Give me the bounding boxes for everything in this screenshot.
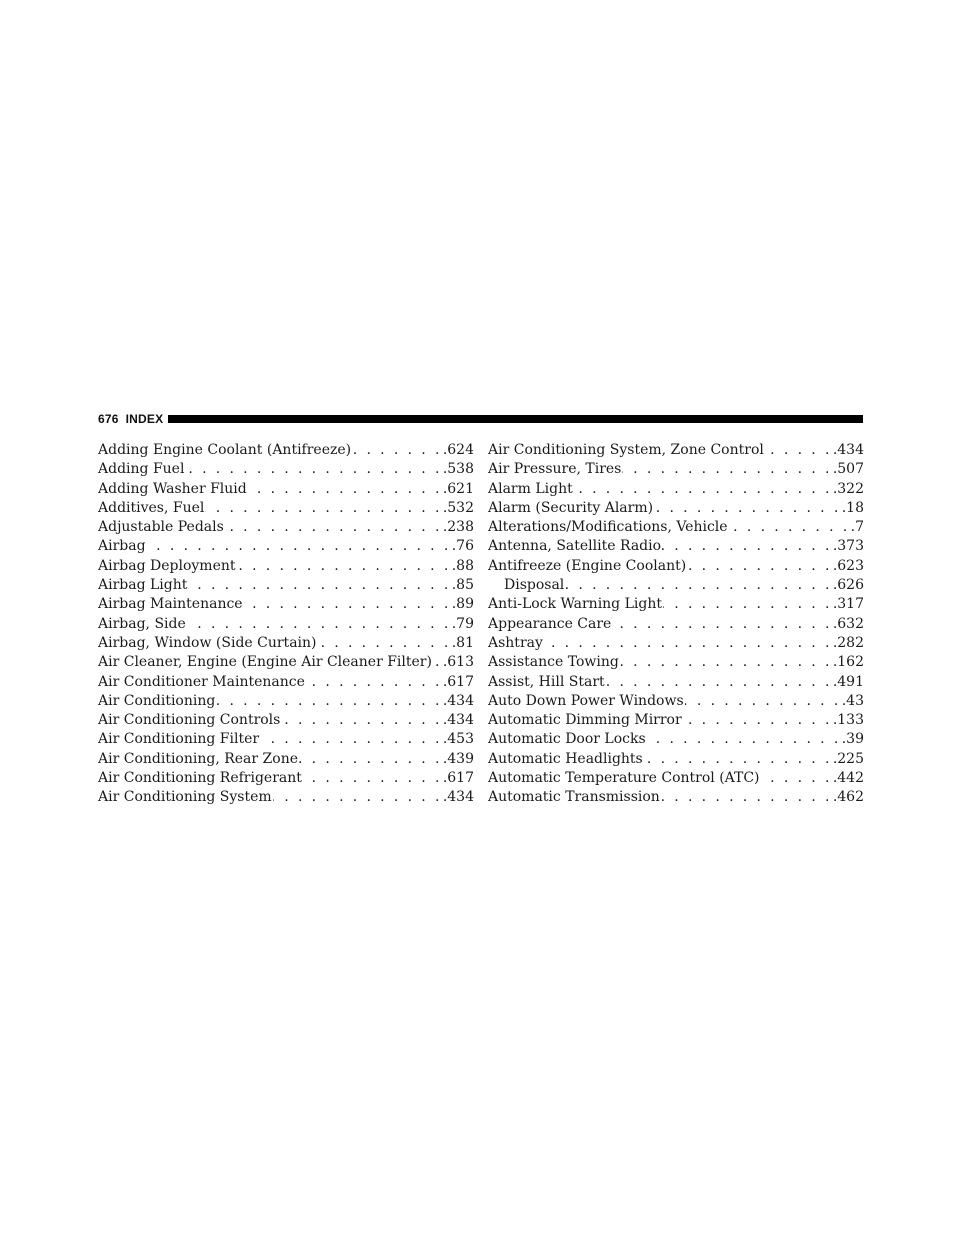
- index-page-number: .373: [832, 538, 864, 555]
- index-term: Air Conditioning Filter: [98, 731, 260, 748]
- index-entry: [488, 537, 864, 556]
- index-term: Alarm (Security Alarm): [488, 499, 654, 516]
- index-page-number: .76: [451, 538, 474, 555]
- index-column-left: [98, 441, 474, 808]
- dot-leader: [765, 441, 832, 460]
- dot-leader: [433, 653, 442, 672]
- dot-leader: [318, 634, 451, 653]
- index-term: Air Conditioning System: [98, 789, 272, 806]
- index-term: Airbag, Window (Side Curtain): [98, 634, 317, 651]
- index-entry: [98, 441, 474, 460]
- index-term: Auto Down Power Windows: [488, 692, 684, 709]
- index-entry: [488, 692, 864, 711]
- index-entry: [98, 557, 474, 576]
- index-page-number: .133: [832, 712, 864, 729]
- index-entry: [98, 730, 474, 749]
- index-entry: [488, 518, 864, 537]
- dot-leader: [260, 730, 442, 749]
- dot-leader: [225, 518, 442, 537]
- index-term: Air Cleaner, Engine (Engine Air Cleaner Filter): [98, 654, 432, 671]
- index-page-number: .434: [442, 789, 474, 806]
- page-number: 676: [98, 412, 119, 426]
- dot-leader: [244, 595, 451, 614]
- index-page-number: .434: [442, 712, 474, 729]
- index-page-number: .462: [832, 789, 864, 806]
- index-term: Ashtray: [488, 634, 543, 651]
- index-entry: [488, 576, 864, 595]
- index-page-number: .162: [832, 654, 864, 671]
- index-entry: [488, 480, 864, 499]
- index-term: Antifreeze (Engine Coolant): [488, 557, 687, 574]
- index-term: Automatic Dimming Mirror: [488, 712, 682, 729]
- index-entry: [488, 441, 864, 460]
- index-entry: [98, 750, 474, 769]
- dot-leader: [273, 788, 442, 807]
- index-term: Airbag, Side: [98, 615, 186, 632]
- index-entry: [98, 692, 474, 711]
- index-entry: [488, 634, 864, 653]
- index-page-number: .79: [451, 615, 474, 632]
- index-page-number: .434: [442, 692, 474, 709]
- index-page-number: .238: [442, 519, 474, 536]
- index-entry: [98, 653, 474, 672]
- index-page-number: .538: [442, 461, 474, 478]
- index-term: Air Conditioning, Rear Zone: [98, 750, 299, 767]
- index-page-number: .434: [832, 442, 864, 458]
- index-page-number: .617: [442, 770, 474, 787]
- index-term: Disposal: [504, 577, 565, 594]
- index-entry: [98, 576, 474, 595]
- index-page-number: .624: [442, 442, 474, 458]
- index-term: Adjustable Pedals: [98, 519, 224, 536]
- index-entry: [98, 537, 474, 556]
- index-term: Air Conditioner Maintenance: [98, 673, 305, 690]
- dot-leader: [565, 576, 832, 595]
- index-page-number: .617: [442, 673, 474, 690]
- index-entry: [488, 653, 864, 672]
- index-entry: [98, 615, 474, 634]
- index-term: Adding Fuel: [98, 461, 185, 478]
- index-term: Automatic Temperature Control (ATC): [488, 770, 760, 787]
- dot-leader: [299, 750, 442, 769]
- index-term: Automatic Headlights: [488, 750, 643, 767]
- index-entry: [488, 460, 864, 479]
- index-entry: [98, 480, 474, 499]
- index-entry: [98, 595, 474, 614]
- dot-leader: [654, 499, 841, 518]
- index-entry: [488, 499, 864, 518]
- dot-leader: [248, 480, 442, 499]
- index-term: Alarm Light: [488, 480, 573, 497]
- dot-leader: [185, 460, 441, 479]
- index-entry: [488, 769, 864, 788]
- index-entry: [488, 557, 864, 576]
- index-term: Airbag Light: [98, 577, 188, 594]
- index-term: Antenna, Satellite Radio: [488, 538, 662, 555]
- index-term: Alterations/Modifications, Vehicle: [488, 519, 728, 536]
- dot-leader: [147, 537, 451, 556]
- index-entry: [98, 673, 474, 692]
- dot-leader: [661, 788, 832, 807]
- dot-leader: [606, 673, 832, 692]
- index-page-number: .507: [832, 461, 864, 478]
- index-entry: [98, 769, 474, 788]
- index-entry: [488, 615, 864, 634]
- index-term: Adding Washer Fluid: [98, 480, 247, 497]
- dot-leader: [612, 615, 831, 634]
- index-term: Additives, Fuel: [98, 499, 205, 516]
- index-page-number: .282: [832, 634, 864, 651]
- index-term: Automatic Door Locks: [488, 731, 646, 748]
- header-rule: [168, 415, 863, 423]
- index-term: Assistance Towing: [488, 654, 619, 671]
- index-term: Air Conditioning Refrigerant: [98, 770, 302, 787]
- index-entry: [98, 460, 474, 479]
- dot-leader: [761, 769, 832, 788]
- index-term: Airbag Deployment: [98, 557, 236, 574]
- dot-leader: [662, 537, 832, 556]
- index-entry: [98, 499, 474, 518]
- dot-leader: [306, 673, 442, 692]
- index-page-number: .85: [451, 577, 474, 594]
- dot-leader: [729, 518, 850, 537]
- index-term: Air Pressure, Tires: [488, 461, 622, 478]
- index-page-number: .439: [442, 750, 474, 767]
- index-entry: [488, 711, 864, 730]
- index-entry: [98, 634, 474, 653]
- index-entry: [488, 730, 864, 749]
- dot-leader: [622, 460, 831, 479]
- index-term: Airbag Maintenance: [98, 596, 243, 613]
- index-page-number: .623: [832, 557, 864, 574]
- dot-leader: [188, 576, 450, 595]
- index-page-number: .632: [832, 615, 864, 632]
- dot-leader: [663, 595, 832, 614]
- index-page-number: .322: [832, 480, 864, 497]
- dot-leader: [303, 769, 442, 788]
- index-term: Air Conditioning System, Zone Control: [488, 442, 764, 458]
- dot-leader: [685, 692, 841, 711]
- index-entry: [488, 595, 864, 614]
- index-page-number: .18: [841, 499, 864, 516]
- index-page-number: .626: [832, 577, 864, 594]
- dot-leader: [216, 692, 441, 711]
- dot-leader: [205, 499, 441, 518]
- page-header: [98, 412, 863, 426]
- index-page-number: .225: [832, 750, 864, 767]
- index-entry: [488, 673, 864, 692]
- index-term: Automatic Transmission: [488, 789, 660, 806]
- index-column-right: [488, 441, 864, 808]
- dot-leader: [644, 750, 832, 769]
- dot-leader: [574, 480, 832, 499]
- index-page-number: .442: [832, 770, 864, 787]
- index-term: Appearance Care: [488, 615, 612, 632]
- index-entry: [98, 788, 474, 807]
- index-page-number: .317: [832, 596, 864, 613]
- index-entry: [98, 711, 474, 730]
- dot-leader: [281, 711, 441, 730]
- section-title: INDEX: [125, 412, 164, 426]
- index-page-number: .88: [451, 557, 474, 574]
- dot-leader: [237, 557, 451, 576]
- index-page-number: .491: [832, 673, 864, 690]
- dot-leader: [683, 711, 832, 730]
- index-page-number: .532: [442, 499, 474, 516]
- index-page-number: .613: [442, 654, 474, 671]
- index-page-number: .7: [850, 519, 864, 536]
- dot-leader: [352, 441, 442, 460]
- index-entry: [488, 788, 864, 807]
- index-page-number: .39: [841, 731, 864, 748]
- index-term: Assist, Hill Start: [488, 673, 605, 690]
- index-page-number: .621: [442, 480, 474, 497]
- index-page-number: .43: [841, 692, 864, 709]
- index-page-number: .453: [442, 731, 474, 748]
- index-page-number: .81: [451, 634, 474, 651]
- dot-leader: [647, 730, 841, 749]
- dot-leader: [687, 557, 832, 576]
- index-term: Airbag: [98, 538, 146, 555]
- index-entry: [488, 750, 864, 769]
- index-entry: [98, 518, 474, 537]
- index-term: Adding Engine Coolant (Antifreeze): [98, 442, 352, 458]
- index-page-number: .89: [451, 596, 474, 613]
- index-term: Anti-Lock Warning Light: [488, 596, 662, 613]
- dot-leader: [544, 634, 832, 653]
- dot-leader: [620, 653, 832, 672]
- dot-leader: [187, 615, 451, 634]
- index-term: Air Conditioning Controls: [98, 712, 281, 729]
- index-term: Air Conditioning: [98, 692, 216, 709]
